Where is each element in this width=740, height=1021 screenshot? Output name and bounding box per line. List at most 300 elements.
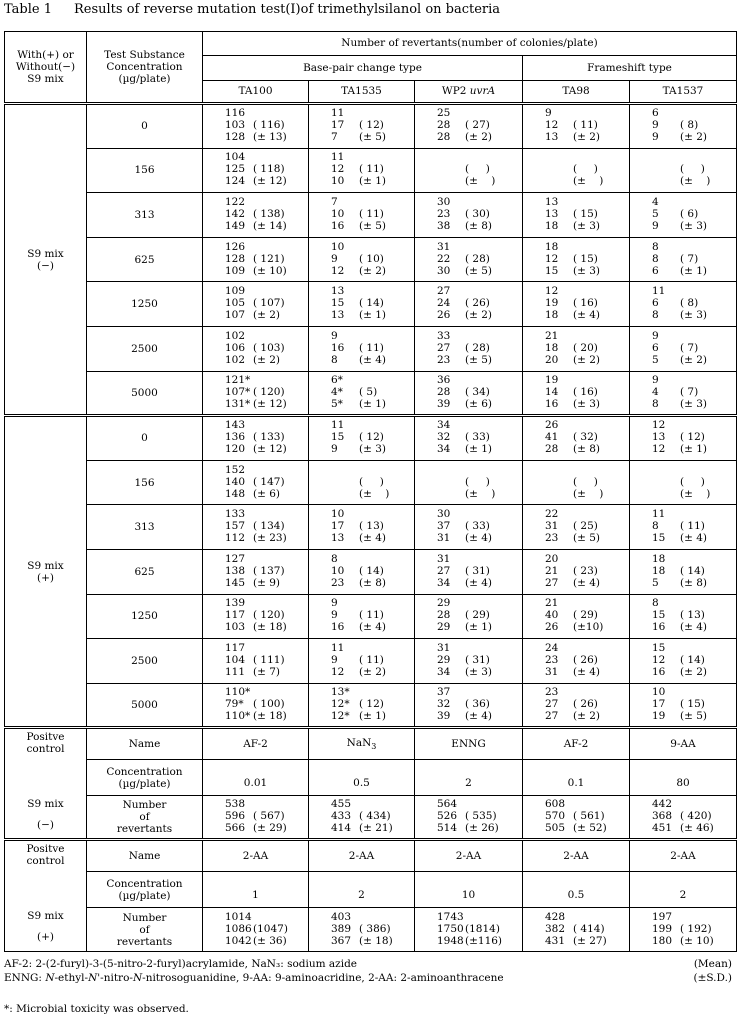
- plate-count: 18: [652, 552, 666, 565]
- sd-value: (± 3): [359, 443, 387, 456]
- plate-count: 15: [545, 264, 559, 277]
- mean-value: ( 20): [573, 341, 598, 354]
- sd-value: (± 2): [359, 665, 387, 678]
- plate-count: 107*: [225, 385, 251, 398]
- plate-count: 23: [545, 653, 559, 666]
- table-row: [5, 193, 737, 238]
- revertant-cell: [523, 912, 629, 948]
- sd-value: (± 2): [680, 665, 708, 678]
- positive-concentration: 0.5: [309, 760, 415, 796]
- plate-count: 4: [652, 385, 659, 398]
- sd-value: (± ): [680, 487, 711, 500]
- mean-value: ( 134): [253, 520, 285, 533]
- concentration-value: 1250: [87, 594, 203, 639]
- sd-value: (± 2): [465, 131, 493, 144]
- mean-value: ( 8): [680, 119, 699, 132]
- plate-count: 13: [545, 195, 559, 208]
- sd-value: (± 1): [680, 443, 708, 456]
- sd-value: (± 2): [253, 309, 281, 322]
- plate-count: 20: [545, 353, 559, 366]
- plate-count: 11: [652, 285, 666, 298]
- revertant-cell: [203, 331, 308, 367]
- sd-value: (± 8): [573, 443, 601, 456]
- revertant-cell: [630, 331, 736, 367]
- positive-control-name: ENNG: [415, 728, 523, 760]
- mean-value: ( 26): [573, 653, 598, 666]
- revertant-cell: [523, 375, 629, 411]
- mean-value: ( ): [680, 163, 705, 176]
- plate-count: 18: [545, 219, 559, 232]
- mean-value: ( 535): [465, 810, 497, 823]
- plate-count: 9: [652, 329, 659, 342]
- plate-count: 27: [545, 576, 559, 589]
- sd-value: (± 5): [465, 264, 493, 277]
- mean-value: (1814): [465, 922, 500, 935]
- mean-value: ( 147): [253, 475, 285, 488]
- sd-value: (± 4): [465, 710, 493, 723]
- positive-concentration: 0.5: [523, 872, 630, 908]
- positive-concentration: 2: [630, 872, 737, 908]
- concentration-value: 5000: [87, 371, 203, 416]
- revertant-cell: [523, 643, 629, 679]
- mean-value: ( 32): [573, 431, 598, 444]
- sd-value: (±116): [465, 934, 503, 947]
- plate-count: 104: [225, 151, 246, 164]
- plate-count: 451: [652, 822, 673, 835]
- concentration-value: 2500: [87, 639, 203, 684]
- sd-value: (± 23): [253, 532, 287, 545]
- mean-value: ( 133): [253, 431, 285, 444]
- strain-header-1: TA1535: [309, 81, 415, 104]
- plate-count: 33: [437, 329, 451, 342]
- plate-count: 107: [225, 309, 246, 322]
- plate-count: 124: [225, 175, 246, 188]
- revertant-cell: [523, 108, 629, 144]
- plate-count: 31: [437, 240, 451, 253]
- sd-value: (± 3): [465, 665, 493, 678]
- plate-count: 8: [652, 597, 659, 610]
- table-caption: [4, 2, 500, 17]
- revertant-cell: [203, 286, 308, 322]
- sd-value: (± 2): [253, 353, 281, 366]
- revertant-cell: [523, 242, 629, 278]
- mean-value: ( 33): [465, 520, 490, 533]
- sd-value: (± 3): [680, 219, 708, 232]
- plate-count: 102: [225, 329, 246, 342]
- plate-count: 16: [331, 219, 345, 232]
- plate-count: [331, 477, 359, 489]
- plate-count: [437, 164, 465, 176]
- revertant-cell: [309, 509, 414, 545]
- plate-count: [652, 489, 680, 501]
- plate-count: 30: [437, 264, 451, 277]
- sd-value: (±10): [573, 621, 604, 634]
- plate-count: 414: [331, 822, 352, 835]
- sd-value: (± 4): [465, 576, 493, 589]
- mean-value: ( 11): [359, 163, 384, 176]
- revertant-cell: [203, 554, 308, 590]
- plate-count: 157: [225, 520, 246, 533]
- plate-count: 8: [652, 520, 659, 533]
- concentration-value: 625: [87, 549, 203, 594]
- plate-count: 133: [225, 508, 246, 521]
- plate-count: 27: [437, 564, 451, 577]
- plate-count: 15: [652, 609, 666, 622]
- revertant-cell: [203, 420, 308, 456]
- footnote-mean: (Mean): [693, 958, 732, 970]
- revertant-cell: [203, 375, 308, 411]
- plate-count: 120: [225, 443, 246, 456]
- revertant-cell: [523, 465, 629, 501]
- concentration-label: Concentration (µg/plate): [87, 760, 203, 796]
- positive-concentration-row: [5, 872, 737, 908]
- revertant-cell: [523, 687, 629, 723]
- sd-value: (± 2): [573, 131, 601, 144]
- plate-count: [652, 164, 680, 176]
- sd-value: (± 2): [573, 353, 601, 366]
- sd-value: (± 10): [253, 264, 287, 277]
- concentration-value: 1250: [87, 282, 203, 327]
- plate-count: 19: [545, 297, 559, 310]
- plate-count: 136: [225, 431, 246, 444]
- positive-control-name: 2-AA: [523, 840, 630, 872]
- sd-value: (± 3): [573, 219, 601, 232]
- plate-count: 367: [331, 934, 352, 947]
- plate-count: 30: [437, 195, 451, 208]
- sd-value: (± 46): [680, 822, 714, 835]
- plate-count: 6: [652, 264, 659, 277]
- sd-value: (± 4): [465, 532, 493, 545]
- sd-value: (± 4): [359, 532, 387, 545]
- mean-value: ( 36): [465, 698, 490, 711]
- plate-count: 11: [652, 508, 666, 521]
- sd-value: (± 26): [465, 822, 499, 835]
- positive-concentration: 0.01: [203, 760, 309, 796]
- revertant-cell: [309, 420, 414, 456]
- plate-count: [545, 465, 573, 477]
- plate-count: 112: [225, 532, 246, 545]
- table-row: [5, 594, 737, 639]
- plate-count: 37: [437, 520, 451, 533]
- sd-value: (± ): [573, 175, 604, 188]
- plate-count: 180: [652, 934, 673, 947]
- revertant-cell: [630, 420, 736, 456]
- plate-count: 18: [545, 240, 559, 253]
- mean-value: ( 13): [359, 520, 384, 533]
- mean-value: ( 26): [465, 297, 490, 310]
- plate-count: 16: [331, 621, 345, 634]
- plate-count: 9: [652, 219, 659, 232]
- sd-value: (± 27): [573, 934, 607, 947]
- plate-count: 10: [331, 240, 345, 253]
- positive-concentration: 2: [309, 872, 415, 908]
- mean-value: ( 14): [680, 653, 705, 666]
- plate-count: 28: [437, 119, 451, 132]
- positive-revertant-row: [5, 796, 737, 840]
- table-row: [5, 237, 737, 282]
- plate-count: 15: [331, 431, 345, 444]
- sd-value: (± 3): [680, 397, 708, 410]
- plate-count: 110*: [225, 686, 251, 699]
- mean-value: ( 16): [573, 385, 598, 398]
- footnote-abbrev-1: AF-2: 2-(2-furyl)-3-(5-nitro-2-furyl)acrylamide, NaN₃: sodium azide: [4, 958, 358, 970]
- plate-count: [652, 477, 680, 489]
- revertant-cell: [523, 331, 629, 367]
- plate-count: 564: [437, 798, 458, 811]
- plate-count: 526: [437, 810, 458, 823]
- positive-control-name: 9-AA: [630, 728, 737, 760]
- plate-count: 27: [437, 285, 451, 298]
- revertants-label: Number of revertants: [87, 908, 203, 952]
- revertant-cell: [415, 643, 522, 679]
- sd-value: (± 8): [465, 219, 493, 232]
- sd-value: (± 18): [359, 934, 393, 947]
- plate-count: 570: [545, 810, 566, 823]
- plate-count: 138: [225, 564, 246, 577]
- plate-count: 111: [225, 665, 246, 678]
- sd-value: (± 1): [359, 397, 387, 410]
- plate-count: [652, 465, 680, 477]
- plate-count: 12: [545, 119, 559, 132]
- sd-value: (± 1): [465, 443, 493, 456]
- plate-count: 505: [545, 822, 566, 835]
- revertant-cell: [630, 687, 736, 723]
- revertant-cell: [523, 197, 629, 233]
- positive-concentration-row: [5, 760, 737, 796]
- sd-value: (± 4): [359, 621, 387, 634]
- revertant-cell: [523, 799, 629, 835]
- mean-value: ( 6): [680, 207, 699, 220]
- sd-value: (± 4): [573, 576, 601, 589]
- plate-count: 31: [437, 641, 451, 654]
- revertant-cell: [630, 242, 736, 278]
- plate-count: 143: [225, 419, 246, 432]
- plate-count: 6: [652, 107, 659, 120]
- plate-count: 12*: [331, 710, 350, 723]
- mean-value: ( 12): [359, 119, 384, 132]
- sd-value: (± 8): [359, 576, 387, 589]
- plate-count: 403: [331, 910, 352, 923]
- plate-count: [545, 164, 573, 176]
- plate-count: 12*: [331, 698, 350, 711]
- mean-value: ( 138): [253, 207, 285, 220]
- mean-value: (1047): [253, 922, 288, 935]
- plate-count: 109: [225, 264, 246, 277]
- positive-concentration: 0.1: [523, 760, 630, 796]
- sd-value: (± 5): [573, 532, 601, 545]
- revertant-cell: [523, 420, 629, 456]
- plate-count: 139: [225, 597, 246, 610]
- plate-count: 103: [225, 119, 246, 132]
- plate-count: [331, 489, 359, 501]
- sd-value: (± 3): [573, 264, 601, 277]
- mean-value: ( 103): [253, 341, 285, 354]
- concentration-value: 0: [87, 416, 203, 461]
- plate-count: 30: [437, 508, 451, 521]
- plate-count: 1042: [225, 934, 252, 947]
- sd-value: (± 1): [465, 621, 493, 634]
- sd-value: (± 14): [253, 219, 287, 232]
- plate-count: 6: [652, 341, 659, 354]
- plate-count: 5: [652, 576, 659, 589]
- concentration-value: 313: [87, 505, 203, 550]
- plate-count: 142: [225, 207, 246, 220]
- revertant-cell: [203, 242, 308, 278]
- mean-value: ( 14): [359, 564, 384, 577]
- plate-count: 79*: [225, 698, 244, 711]
- positive-control-name: NaN$_3$: [309, 728, 415, 760]
- plate-count: 11: [331, 151, 345, 164]
- sd-value: (± 18): [253, 710, 287, 723]
- plate-count: 13*: [331, 686, 350, 699]
- concentration-value: 313: [87, 193, 203, 238]
- concentration-value: 0: [87, 104, 203, 149]
- positive-control-name: 2-AA: [203, 840, 309, 872]
- strain-header-4: TA1537: [630, 81, 737, 104]
- plate-count: 1086: [225, 922, 252, 935]
- plate-count: 382: [545, 922, 566, 935]
- plate-count: 39: [437, 710, 451, 723]
- revertant-cell: [309, 598, 414, 634]
- positive-concentration: 1: [203, 872, 309, 908]
- positive-name-row: [5, 728, 737, 760]
- positive-control-name: AF-2: [523, 728, 630, 760]
- mean-value: ( 13): [680, 609, 705, 622]
- sd-value: (± ): [573, 487, 604, 500]
- sd-value: (± 4): [680, 621, 708, 634]
- table-row: [5, 639, 737, 684]
- mean-value: ( 7): [680, 341, 699, 354]
- name-label: Name: [87, 840, 203, 872]
- plate-count: [545, 176, 573, 188]
- plate-count: 13: [331, 285, 345, 298]
- plate-count: 18: [652, 564, 666, 577]
- revertant-cell: [630, 108, 736, 144]
- plate-count: 8: [652, 252, 659, 265]
- sd-value: (± 4): [359, 353, 387, 366]
- revertant-cell: [415, 465, 522, 501]
- mean-value: ( 11): [680, 520, 705, 533]
- sd-value: (± 2): [359, 264, 387, 277]
- revertant-cell: [309, 331, 414, 367]
- revertant-cell: [523, 598, 629, 634]
- plate-count: 8: [331, 552, 338, 565]
- plate-count: 27: [437, 341, 451, 354]
- plate-count: 1743: [437, 910, 464, 923]
- sd-value: (± ): [680, 175, 711, 188]
- mean-value: ( 16): [573, 297, 598, 310]
- plate-count: 21: [545, 329, 559, 342]
- plate-count: 12: [331, 163, 345, 176]
- plate-count: 4*: [331, 385, 343, 398]
- revertant-cell: [309, 687, 414, 723]
- plate-count: 10: [331, 175, 345, 188]
- plate-count: 13: [545, 131, 559, 144]
- mean-value: ( 10): [359, 252, 384, 265]
- revertant-cell: [309, 242, 414, 278]
- sd-value: (± 3): [573, 397, 601, 410]
- revertant-cell: [415, 152, 522, 188]
- plate-count: 31: [545, 520, 559, 533]
- sd-value: (± 13): [253, 131, 287, 144]
- revertant-cell: [415, 912, 522, 948]
- revertant-cell: [309, 465, 414, 501]
- revertant-cell: [309, 152, 414, 188]
- plate-count: 22: [437, 252, 451, 265]
- mean-value: ( 120): [253, 385, 285, 398]
- plate-count: 34: [437, 665, 451, 678]
- table-row: [5, 148, 737, 193]
- mean-value: ( 111): [253, 653, 285, 666]
- plate-count: 32: [437, 431, 451, 444]
- plate-count: 9: [652, 119, 659, 132]
- sd-value: (± 6): [465, 397, 493, 410]
- sd-value: (± 2): [573, 710, 601, 723]
- concentration-value: 156: [87, 460, 203, 505]
- plate-count: 8: [331, 353, 338, 366]
- plate-count: 23: [331, 576, 345, 589]
- sd-value: (± 9): [253, 576, 281, 589]
- plate-count: 18: [545, 309, 559, 322]
- revertant-cell: [415, 242, 522, 278]
- revertant-cell: [415, 108, 522, 144]
- strain-header-0: TA100: [203, 81, 309, 104]
- mean-value: ( 118): [253, 163, 285, 176]
- revertant-cell: [630, 152, 736, 188]
- strain-header-2: WP2 uvrA: [415, 81, 523, 104]
- revertant-cell: [203, 687, 308, 723]
- revertant-cell: [630, 375, 736, 411]
- plate-count: 37: [437, 686, 451, 699]
- revertant-cell: [203, 509, 308, 545]
- plate-count: 31: [437, 552, 451, 565]
- plate-count: 9: [331, 329, 338, 342]
- mean-value: ( 23): [573, 564, 598, 577]
- revertant-cell: [309, 799, 414, 835]
- plate-count: 10: [331, 508, 345, 521]
- mean-value: ( 14): [680, 564, 705, 577]
- plate-count: 12: [331, 665, 345, 678]
- plate-count: 608: [545, 798, 566, 811]
- plate-count: 9: [331, 443, 338, 456]
- plate-count: 127: [225, 552, 246, 565]
- plate-count: 5: [652, 353, 659, 366]
- sd-value: (± ): [359, 487, 390, 500]
- plate-count: 9: [545, 107, 552, 120]
- mean-value: ( 29): [573, 609, 598, 622]
- plate-count: 6*: [331, 373, 343, 386]
- plate-count: 17: [331, 520, 345, 533]
- plate-count: 117: [225, 609, 246, 622]
- revertant-cell: [523, 554, 629, 590]
- plate-count: 12: [331, 264, 345, 277]
- plate-count: 26: [545, 621, 559, 634]
- plate-count: 8: [652, 240, 659, 253]
- plate-count: 1014: [225, 910, 252, 923]
- plate-count: 41: [545, 431, 559, 444]
- plate-count: 16: [652, 621, 666, 634]
- mean-value: ( 137): [253, 564, 285, 577]
- mean-value: ( 12): [359, 431, 384, 444]
- mean-value: ( 192): [680, 922, 712, 935]
- plate-count: 104: [225, 653, 246, 666]
- sd-value: (± 2): [680, 353, 708, 366]
- concentration-value: 156: [87, 148, 203, 193]
- plate-count: 12: [545, 252, 559, 265]
- plate-count: 152: [225, 463, 246, 476]
- revertant-cell: [630, 643, 736, 679]
- table-label: Table 1: [4, 2, 52, 17]
